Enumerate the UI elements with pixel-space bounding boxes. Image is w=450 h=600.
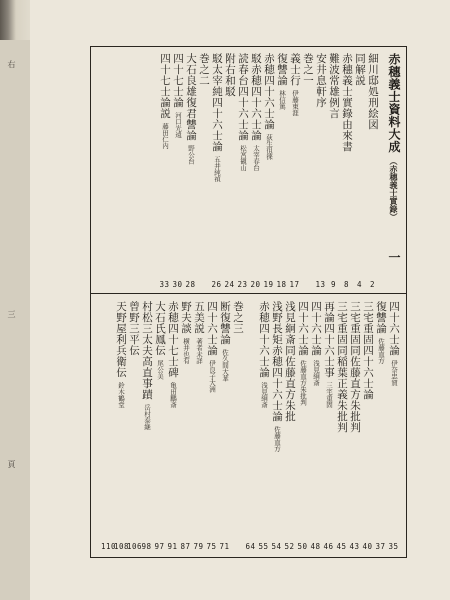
toc-entry-author: 亀田鵬斎 — [169, 382, 177, 408]
toc-entry-title: 赤穂四十六士論 — [258, 301, 270, 378]
toc-entry-title: 浅見絅斎同佐藤直方朱批 — [284, 301, 296, 422]
toc-entry-page-number: 43 — [349, 542, 360, 551]
toc-entry-title: 復讐論 — [276, 53, 288, 86]
toc-entry-page-number: 20 — [250, 280, 261, 289]
toc-entry-author: 五井純禎 — [213, 156, 221, 182]
toc-entry-title: 附右和駁 — [224, 53, 236, 97]
contents-frame — [90, 46, 407, 558]
toc-entry — [179, 301, 192, 551]
toc-entry — [387, 301, 400, 551]
toc-entry — [335, 301, 348, 551]
toc-entry-page-number: 9 — [330, 280, 336, 289]
toc-entry-title: 赤穂四十七士碑 — [167, 301, 179, 378]
toc-entry — [249, 53, 262, 289]
toc-entry-title: 四十六士論 — [297, 301, 309, 356]
toc-entry — [361, 301, 374, 551]
toc-entry-author: 著者未詳 — [195, 338, 203, 364]
toc-entry-title: 難波常雄例言 — [328, 53, 340, 119]
toc-entry — [223, 53, 236, 289]
toc-entry-title: 巻之二 — [198, 53, 210, 86]
toc-entry — [327, 53, 340, 289]
toc-entry-page-number: 75 — [206, 542, 217, 551]
toc-entry-page-number: 4 — [356, 280, 362, 289]
toc-entry-title: 曾野三平伝 — [128, 301, 140, 356]
toc-entry — [114, 301, 130, 551]
toc-entry-page-number: 24 — [224, 280, 235, 289]
book-title-column — [383, 53, 400, 289]
toc-entry-page-number: 54 — [271, 542, 282, 551]
toc-entry-author: 岳村泰継 — [143, 404, 151, 430]
toc-entry-page-number: 46 — [323, 542, 334, 551]
toc-entry — [262, 53, 275, 289]
toc-entry-author: 浅見絅斎 — [260, 382, 268, 408]
toc-entry — [236, 53, 249, 289]
toc-entry-title: 三宅重固同佐藤直方朱批判 — [349, 301, 361, 433]
toc-entry-page-number: 40 — [362, 542, 373, 551]
toc-entry-title: 再論四十六士事 — [323, 301, 335, 378]
toc-entry — [127, 301, 143, 551]
toc-entry — [257, 301, 270, 551]
volume-heading — [231, 301, 244, 551]
toc-entry-page-number: 23 — [237, 280, 248, 289]
toc-entry — [140, 301, 153, 551]
volume-mark: 一 — [387, 251, 401, 264]
left-page-fragment: 頁 — [7, 460, 16, 469]
toc-entry-author: 鈴木鶴堂 — [117, 382, 125, 408]
toc-entry-page-number: 19 — [263, 280, 274, 289]
toc-entry-author: 尾公美 — [156, 360, 164, 380]
toc-entry-title: 赤穂四十六士論 — [263, 53, 275, 130]
contents-lower-half — [97, 301, 400, 551]
toc-entry-author: 佐藤直方 — [273, 426, 281, 452]
contents-page — [30, 0, 450, 600]
toc-entry-title: 三宅重固同稲葉正義朱批判 — [336, 301, 348, 433]
toc-entry-title: 駁太宰純四十六士論 — [211, 53, 223, 152]
toc-entry — [171, 53, 184, 289]
toc-entry — [322, 301, 335, 551]
toc-entry — [101, 301, 117, 551]
toc-entry — [283, 301, 296, 551]
toc-entry-page-number: 106 — [127, 542, 143, 551]
toc-entry-title: 安井息軒序 — [315, 53, 327, 108]
toc-entry-author: 藤田仁内 — [161, 123, 169, 149]
toc-entry — [205, 301, 218, 551]
toc-entry-page-number: 18 — [276, 280, 287, 289]
toc-entry-title: 復讐論 — [375, 301, 387, 334]
toc-entry — [270, 301, 283, 551]
toc-entry-title: 同解説 — [354, 53, 366, 86]
toc-entry-page-number: 33 — [159, 280, 170, 289]
toc-entry-title: 四十七士論 — [172, 53, 184, 108]
toc-entry — [353, 53, 366, 289]
toc-entry-page-number: 91 — [167, 542, 178, 551]
toc-entry-page-number: 2 — [369, 280, 375, 289]
toc-entry — [374, 301, 387, 551]
toc-entry-author: 佐藤直方朱批判 — [299, 360, 307, 406]
toc-entry-title: 四十六士論 — [206, 301, 218, 356]
toc-entry-title: 大石良雄復君讐論 — [185, 53, 197, 141]
toc-entry-title: 義士行 — [289, 53, 301, 86]
left-page-fragment: 三 — [7, 310, 16, 319]
toc-entry-author: 荻生徂徠 — [265, 134, 273, 160]
toc-entry-author: 太宰春台 — [252, 145, 260, 171]
toc-entry — [348, 301, 361, 551]
toc-entry-title: 五美説 — [193, 301, 205, 334]
toc-entry-page-number: 71 — [219, 542, 230, 551]
toc-entry-title: 駁赤穂四十六士論 — [250, 53, 262, 141]
toc-entry-page-number: 110 — [101, 542, 117, 551]
toc-entry-title: 村松三太夫高直事蹟 — [141, 301, 153, 400]
toc-entry-page-number: 48 — [310, 542, 321, 551]
contents-upper-half — [97, 53, 400, 289]
toc-entry-author: 三宅重固 — [325, 382, 333, 408]
toc-entry — [275, 53, 288, 289]
toc-entry — [192, 301, 205, 551]
toc-entry-page-number: 13 — [315, 280, 326, 289]
toc-entry-page-number: 108 — [114, 542, 130, 551]
toc-entry — [210, 53, 223, 289]
toc-entry-author: 横井也有 — [182, 338, 190, 364]
toc-entry-title: 四十六士論 — [388, 301, 400, 356]
toc-entry-page-number: 55 — [258, 542, 269, 551]
toc-entry-page-number: 50 — [297, 542, 308, 551]
toc-entry — [166, 301, 179, 551]
toc-entry-author: 伊良子大洲 — [208, 360, 216, 393]
toc-entry — [288, 53, 301, 289]
toc-entry-title: 読春台四十六士論 — [237, 53, 249, 141]
toc-entry — [218, 301, 231, 551]
toc-entry-title: 四十六士論 — [310, 301, 322, 356]
toc-entry — [314, 53, 327, 289]
toc-entry-author: 伊奈忠賀 — [390, 360, 398, 386]
toc-entry-author: 佐久間大華 — [221, 349, 229, 382]
toc-entry-page-number: 45 — [336, 542, 347, 551]
volume-heading — [197, 53, 210, 289]
toc-entry-page-number: 35 — [388, 542, 399, 551]
toc-entry-author: 林信篤 — [278, 90, 286, 110]
book-subtitle: （赤穗義士實錄） — [389, 157, 399, 221]
toc-entry-title: 四十七士論説 — [159, 53, 171, 119]
toc-entry-title: 細川邸処刑絵図 — [367, 53, 379, 130]
toc-entry-title: 三宅重固四十六士論 — [362, 301, 374, 400]
toc-entry — [296, 301, 309, 551]
toc-entry-title: 大石氏鳳伝 — [154, 301, 166, 356]
book-title: 赤穗義士資料大成 — [387, 53, 401, 153]
toc-entry-page-number: 79 — [193, 542, 204, 551]
toc-entry-title: 野夫談 — [180, 301, 192, 334]
toc-entry-title: 天野屋利兵衛伝 — [115, 301, 127, 378]
toc-entry-title: 赤穗義士實錄由來書 — [341, 53, 353, 152]
toc-entry-page-number: 97 — [154, 542, 165, 551]
toc-entry — [158, 53, 171, 289]
toc-entry-author: 浅見絅斎 — [312, 360, 320, 386]
toc-entry — [244, 301, 257, 551]
toc-entry — [184, 53, 197, 289]
toc-entry — [340, 53, 353, 289]
toc-entry-author: 河口光遠 — [174, 112, 182, 138]
toc-entry-page-number: 37 — [375, 542, 386, 551]
volume-heading — [301, 53, 314, 289]
toc-entry-title: 巻之三 — [232, 301, 244, 334]
toc-entry-page-number: 87 — [180, 542, 191, 551]
toc-entry-page-number: 64 — [245, 542, 256, 551]
toc-entry-page-number: 98 — [141, 542, 152, 551]
toc-entry-author: 野公台 — [187, 145, 195, 165]
toc-entry — [366, 53, 379, 289]
toc-entry-author: 佐藤直方 — [377, 338, 385, 364]
toc-entry-page-number: 28 — [185, 280, 196, 289]
toc-entry-title: 巻之一 — [302, 53, 314, 86]
toc-entry-page-number: 26 — [211, 280, 222, 289]
toc-entry — [309, 301, 322, 551]
toc-entry-author: 松宮観山 — [239, 145, 247, 171]
left-page-fragment: 右 — [7, 60, 16, 69]
section-divider — [91, 293, 406, 294]
left-page-edge — [0, 40, 31, 600]
toc-entry-page-number: 17 — [289, 280, 300, 289]
toc-entry-title: 断復讐論 — [219, 301, 231, 345]
toc-entry-page-number: 30 — [172, 280, 183, 289]
toc-entry-page-number: 8 — [343, 280, 349, 289]
toc-entry-page-number: 52 — [284, 542, 295, 551]
toc-entry-title: 浅野長矩赤穂四十六士論 — [271, 301, 283, 422]
toc-entry — [153, 301, 166, 551]
toc-entry-author: 伊藤東涯 — [291, 90, 299, 116]
